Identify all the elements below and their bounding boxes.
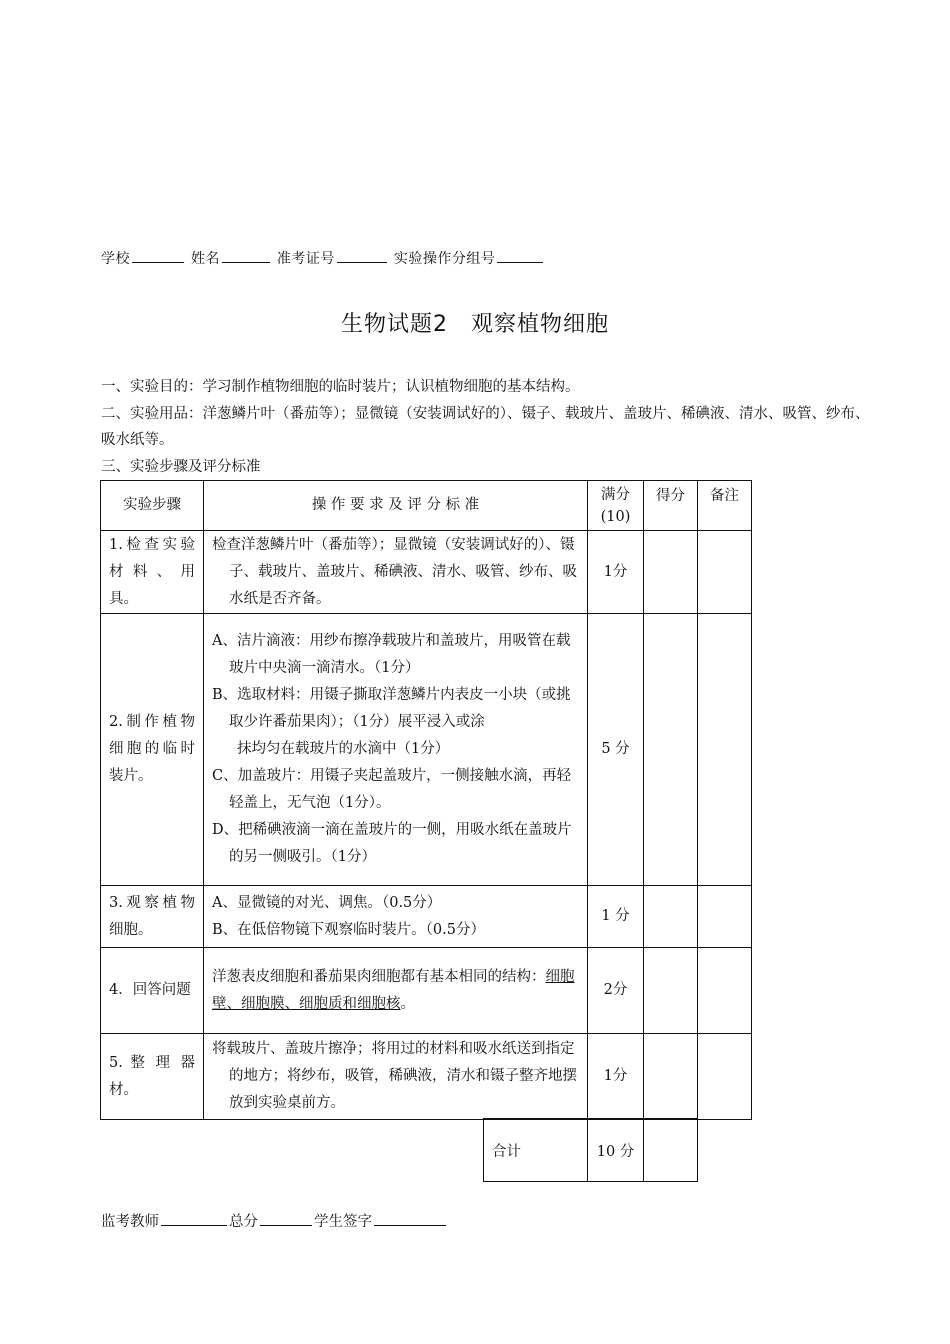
got-score-cell[interactable] [644, 1034, 698, 1120]
exam-number-field[interactable] [337, 248, 387, 263]
full-score-cell: 1分 [588, 1034, 644, 1120]
got-score-cell[interactable] [644, 531, 698, 614]
remark-cell[interactable] [698, 948, 752, 1034]
requirement-cell [204, 886, 588, 948]
group-number-field[interactable] [497, 248, 543, 263]
requirement-item-a: A、显微镜的对光、调焦。（0.5分） [212, 894, 442, 911]
got-score-cell[interactable] [644, 614, 698, 886]
header-remark: 备注 [698, 481, 752, 531]
requirement-item-c: C、加盖玻片：用镊子夹起盖玻片，一侧接触水滴，再轻轻盖上，无气泡（1分）。 [212, 768, 572, 811]
name-label: 姓名 [190, 251, 220, 267]
requirement-item-b: B、在低倍物镜下观察临时装片。（0.5分） [212, 921, 485, 938]
full-score-cell: 1 分 [588, 886, 644, 948]
table-row [101, 948, 752, 1034]
requirement-suffix: 。 [400, 995, 415, 1012]
requirement-text: 检查洋葱鳞片叶（番茄等）；显微镜（安装调试好的）、镊子、载玻片、盖玻片、稀碘液、清水、吸管、纱布、吸水纸是否齐备。 [212, 536, 577, 607]
answer-underlined: 细胞壁、细胞膜、细胞质和细胞核 [212, 968, 575, 1012]
intro-steps-heading: 三、实验步骤及评分标准 [101, 458, 261, 475]
remark-cell[interactable] [698, 614, 752, 886]
header-got-score: 得分 [644, 481, 698, 531]
got-score-cell[interactable] [644, 948, 698, 1034]
table-row [101, 1034, 752, 1120]
scoring-table [100, 480, 752, 1120]
got-score-cell[interactable] [644, 886, 698, 948]
intro-materials: 二、实验用品：洋葱鳞片叶（番茄等）；显微镜（安装调试好的）、镊子、载玻片、盖玻片、稀碘液、清水、吸管、纱布、吸水纸等。 [101, 405, 870, 448]
step-cell: 4．回答问题 [101, 948, 204, 1034]
group-number-label: 实验操作分组号 [393, 251, 496, 267]
requirement-cell [204, 948, 588, 1034]
full-score-cell: 1分 [588, 531, 644, 614]
total-table [483, 1118, 698, 1182]
total-got-score-cell[interactable] [644, 1119, 698, 1182]
requirement-text: 洋葱表皮细胞和番茄果肉细胞都有基本相同的结构： [212, 968, 546, 985]
requirement-item-b-cont: 抹均匀在载玻片的水滴中（1分） [237, 741, 450, 757]
requirement-item-a: A、洁片滴液：用纱布擦净载玻片和盖玻片，用吸管在载玻片中央滴一滴清水。（1分） [212, 633, 571, 676]
school-field[interactable] [132, 248, 184, 263]
candidate-info-line [101, 248, 545, 268]
header-full-score: 满分 (10) [588, 481, 644, 531]
intro-section [101, 374, 871, 480]
signature-line [101, 1210, 448, 1231]
table-row [101, 614, 752, 886]
proctor-label: 监考教师 [101, 1214, 159, 1230]
total-label: 合计 [484, 1119, 588, 1182]
total-score-label: 总分 [229, 1214, 258, 1230]
step-cell: 1.检查实验材料、用具。 [101, 531, 204, 614]
requirement-item-d: D、把稀碘液滴一滴在盖玻片的一侧，用吸水纸在盖玻片的另一侧吸引。（1分） [212, 822, 572, 865]
step-cell: 5. 整 理 器材。 [101, 1034, 204, 1120]
table-row [101, 531, 752, 614]
requirement-item-b: B、选取材料：用镊子撕取洋葱鳞片内表皮一小块（或挑取少许番茄果肉）；（1分）展平浸入或涂 [212, 687, 571, 730]
requirement-cell [204, 531, 588, 614]
student-sign-field[interactable] [374, 1211, 446, 1226]
total-full-score: 10 分 [588, 1119, 644, 1182]
intro-purpose: 一、实验目的：学习制作植物细胞的临时装片；认识植物细胞的基本结构。 [101, 379, 580, 395]
total-score-field[interactable] [260, 1211, 312, 1226]
header-step: 实验步骤 [101, 481, 204, 531]
requirement-text: 将载玻片、盖玻片擦净；将用过的材料和吸水纸送到指定的地方；将纱布，吸管，稀碘液，清水和镊子整齐地摆放到实验桌前方。 [212, 1041, 577, 1111]
full-score-cell: 2分 [588, 948, 644, 1034]
remark-cell[interactable] [698, 886, 752, 948]
school-label: 学校 [101, 251, 130, 267]
name-field[interactable] [222, 248, 270, 263]
exam-number-label: 准考证号 [276, 251, 335, 267]
header-requirement: 操 作 要 求 及 评 分 标 准 [204, 481, 588, 531]
step-cell: 2.制作植物细胞的临时装片。 [101, 614, 204, 886]
full-score-cell: 5 分 [588, 614, 644, 886]
remark-cell[interactable] [698, 1034, 752, 1120]
proctor-field[interactable] [161, 1211, 227, 1226]
requirement-cell [204, 614, 588, 886]
table-row [101, 886, 752, 948]
table-header-row [101, 481, 752, 531]
remark-cell[interactable] [698, 531, 752, 614]
page-title: 生物试题2 观察植物细胞 [341, 312, 609, 337]
step-cell: 3.观察植物细胞。 [101, 886, 204, 948]
requirement-cell [204, 1034, 588, 1120]
student-sign-label: 学生签字 [314, 1214, 372, 1230]
